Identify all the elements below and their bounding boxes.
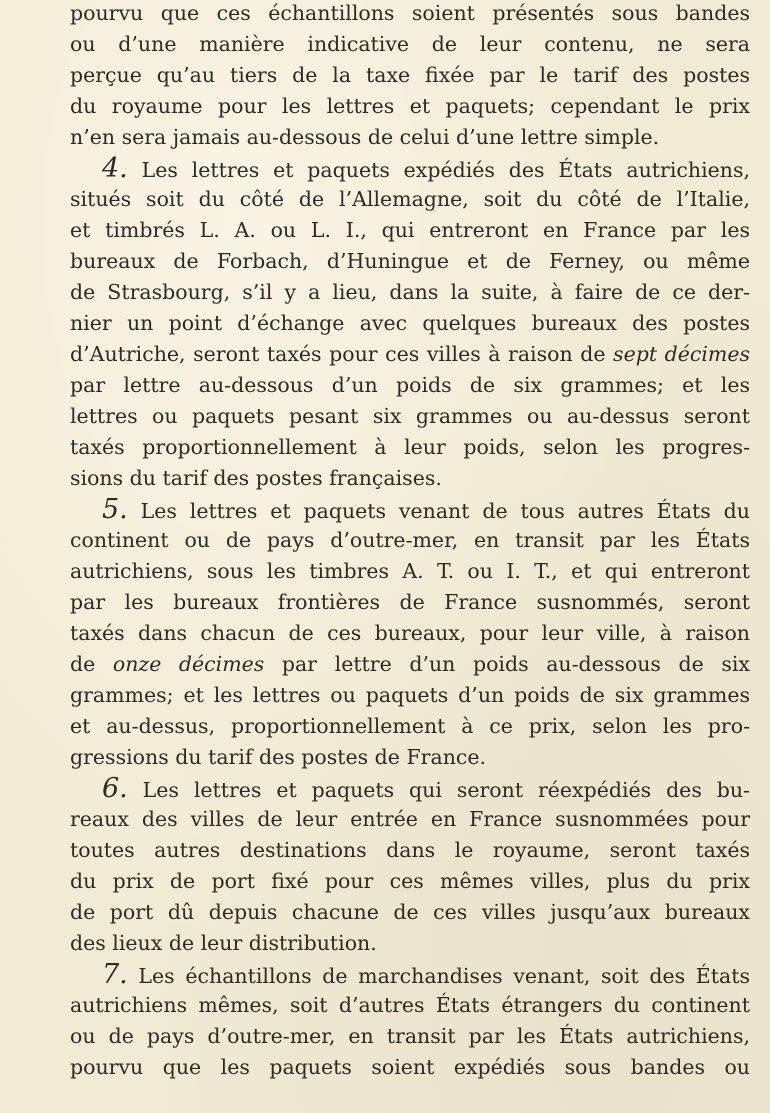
line-text: lettres ou paquets pesant six grammes ou au-dessus seront (70, 404, 750, 428)
line-text: de (70, 652, 113, 676)
text-line (70, 835, 750, 866)
line-text: taxés dans chacun de ces bureaux, pour leur ville, à raison (70, 621, 750, 645)
line-text: gressions du tarif des postes de France. (70, 745, 487, 769)
article-first-line (70, 773, 750, 804)
line-text: toutes autres destinations dans le royaume, seront taxés (70, 838, 750, 862)
article-number: 4. (102, 153, 128, 184)
line-text: sions du tarif des postes françaises. (70, 466, 442, 490)
line-text: et timbrés L. A. ou L. I., qui entreront en France par les (70, 218, 750, 242)
text-line (70, 928, 750, 959)
line-text: taxés proportionnellement à leur poids, selon les progres- (70, 435, 750, 459)
line-text: Les lettres et paquets qui seront réexpédiés des bu- (127, 778, 750, 802)
text-line (70, 680, 750, 711)
line-text: par les bureaux frontières de France susnommés, seront (70, 590, 750, 614)
line-text: et au-dessus, proportionnellement à ce prix, selon les pro- (70, 714, 750, 738)
line-text: autrichiens, sous les timbres A. T. ou I. T., et qui entreront (70, 559, 750, 583)
line-text: pourvu que les paquets soient expédiés sous bandes ou (70, 1055, 750, 1079)
line-text: des lieux de leur distribution. (70, 931, 377, 955)
text-line (70, 432, 750, 463)
text-line (70, 401, 750, 432)
text-line (70, 897, 750, 928)
article-first-line (70, 494, 750, 525)
line-text: ou d’une manière indicative de leur contenu, ne sera (70, 32, 750, 56)
line-text: perçue qu’au tiers de la taxe fixée par le tarif des postes (70, 63, 750, 87)
text-line (70, 711, 750, 742)
article-number: 6. (102, 773, 128, 804)
line-text: de port dû depuis chacune de ces villes jusqu’aux bureaux (70, 900, 750, 924)
line-text: Les échantillons de marchandises venant, soit des États (127, 964, 750, 988)
text-line (70, 215, 750, 246)
line-text: grammes; et les lettres ou paquets d’un poids de six grammes (70, 683, 750, 707)
text-line (70, 60, 750, 91)
text-line (70, 1052, 750, 1083)
text-line (70, 370, 750, 401)
text-line (70, 866, 750, 897)
text-line (70, 29, 750, 60)
text-line (70, 804, 750, 835)
line-text: par lettre au-dessous d’un poids de six grammes; et les (70, 373, 750, 397)
text-line (70, 1021, 750, 1052)
italic-rate-text: sept décimes (613, 342, 750, 366)
line-text: n’en sera jamais au-dessous de celui d’une lettre simple. (70, 125, 660, 149)
text-line (70, 618, 750, 649)
line-text: reaux des villes de leur entrée en France susnommées pour (70, 807, 750, 831)
line-text: Les lettres et paquets venant de tous autres États du (127, 499, 750, 523)
line-text: ou de pays d’outre-mer, en transit par les États autrichiens, (70, 1024, 750, 1048)
text-line (70, 0, 750, 29)
text-line (70, 91, 750, 122)
article-number: 7. (102, 959, 128, 990)
text-line (70, 556, 750, 587)
line-text: autrichiens mêmes, soit d’autres États étrangers du continent (70, 993, 750, 1017)
text-line (70, 246, 750, 277)
text-line (70, 463, 750, 494)
text-line (70, 277, 750, 308)
text-line (70, 990, 750, 1021)
text-line (70, 587, 750, 618)
text-line (70, 742, 750, 773)
text-line (70, 649, 750, 680)
italic-rate-text: onze décimes (112, 652, 265, 676)
line-text: d’Autriche, seront taxés pour ces villes à raison de (70, 342, 614, 366)
text-line (70, 308, 750, 339)
line-text: du prix de port fixé pour ces mêmes villes, plus du prix (70, 869, 750, 893)
line-text: Les lettres et paquets expédiés des États autrichiens, (127, 158, 750, 182)
line-text: du royaume pour les lettres et paquets; cependant le prix (70, 94, 750, 118)
article-first-line (70, 959, 750, 990)
article-first-line (70, 153, 750, 184)
line-text: nier un point d’échange avec quelques bureaux des postes (70, 311, 750, 335)
page-text-block (70, 0, 750, 1083)
line-text-continued: par lettre d’un poids au-dessous de six (264, 652, 750, 676)
text-line (70, 122, 750, 153)
line-text: situés soit du côté de l’Allemagne, soit du côté de l’Italie, (70, 187, 750, 211)
text-line (70, 184, 750, 215)
line-text: bureaux de Forbach, d’Huningue et de Ferney, ou même (70, 249, 750, 273)
line-text: continent ou de pays d’outre-mer, en transit par les États (70, 528, 750, 552)
text-line (70, 525, 750, 556)
line-text: pourvu que ces échantillons soient présentés sous bandes (70, 1, 750, 25)
article-number: 5. (102, 494, 128, 525)
text-line (70, 339, 750, 370)
line-text: de Strasbourg, s’il y a lieu, dans la suite, à faire de ce der- (70, 280, 750, 304)
